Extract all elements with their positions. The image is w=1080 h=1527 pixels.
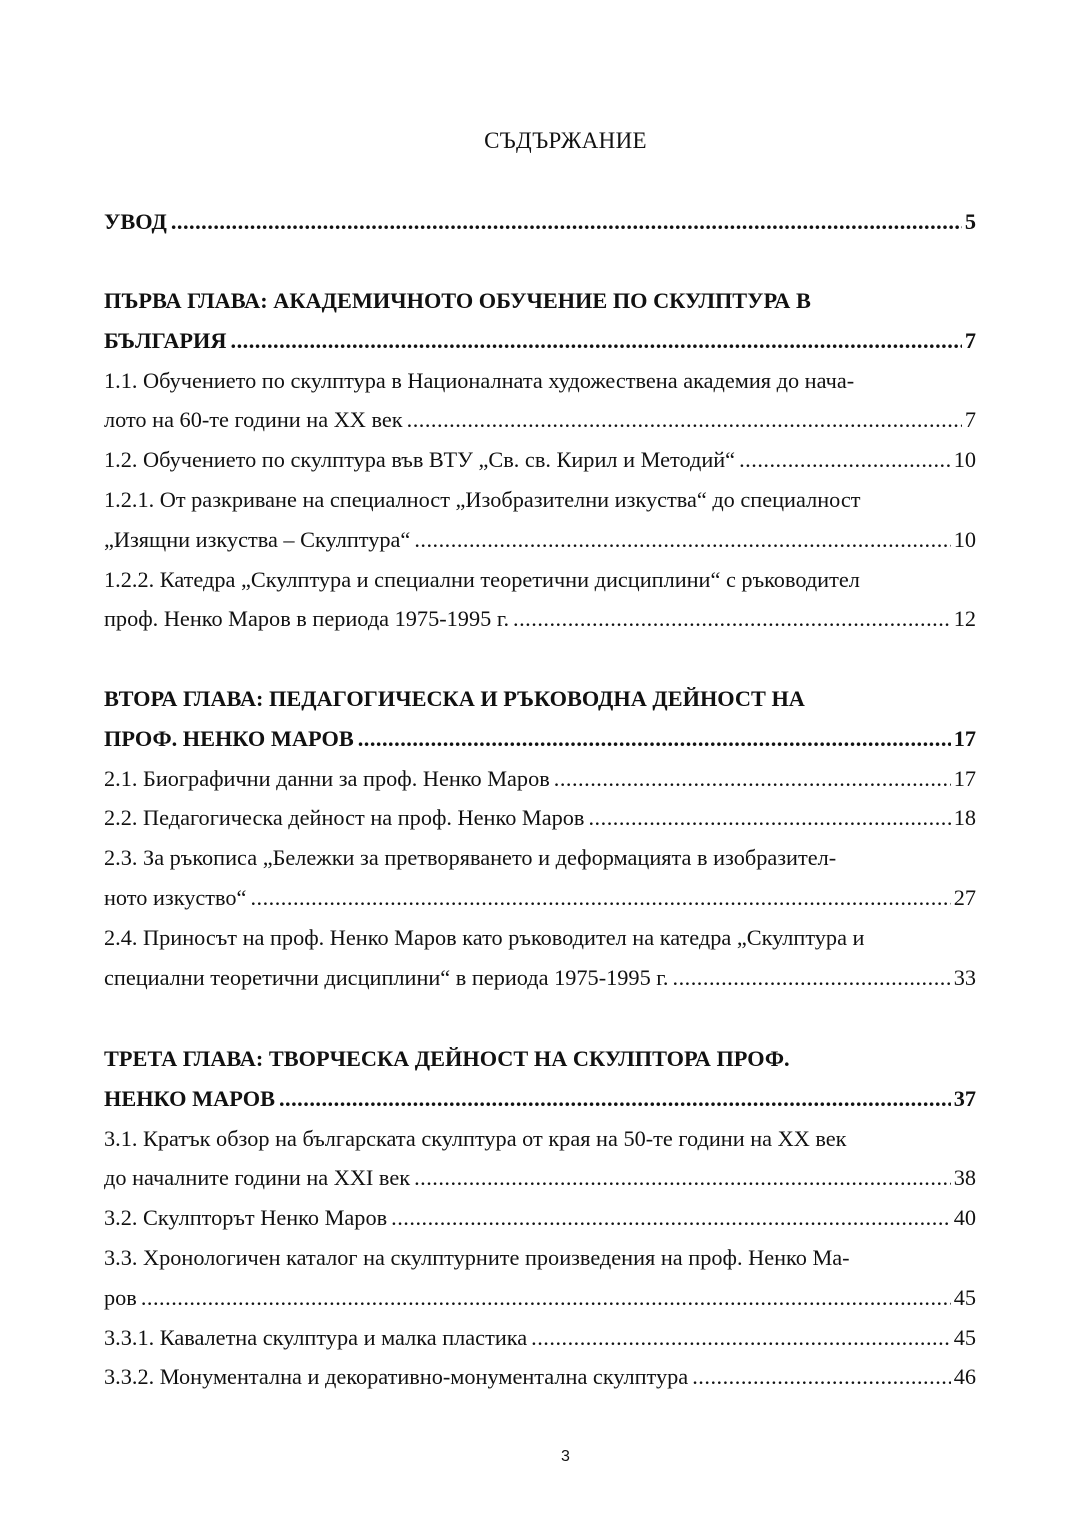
toc-entry-1-2-2-line-1[interactable]: 1.2.2. Катедра „Скулптура и специални теоретични дисциплини“ с ръководител: [104, 566, 860, 592]
toc-entry-2-3-line-2[interactable]: [104, 878, 976, 918]
entry-label: УВОД: [104, 209, 167, 234]
toc-entry-3-3-line-1[interactable]: 3.3. Хронологичен каталог на скулптурните произведения на проф. Ненко Ма-: [104, 1244, 850, 1270]
toc-entry-3-1-line-2[interactable]: [104, 1158, 976, 1198]
entry-page: 45: [953, 1284, 976, 1310]
toc-chapter-3: [104, 1039, 976, 1397]
page-number: 3: [561, 1448, 570, 1465]
toc-entry-1-2-1-line-1[interactable]: 1.2.1. От разкриване на специалност „Изобразителни изкуства“ до специалност: [104, 486, 861, 512]
dot-leader: [231, 321, 962, 361]
entry-page: 17: [953, 765, 976, 791]
dot-leader: [673, 958, 951, 998]
dot-leader: [407, 400, 962, 440]
chapter-3-heading-line-1[interactable]: ТРЕТА ГЛАВА: ТВОРЧЕСКА ДЕЙНОСТ НА СКУЛПТОРА ПРОФ.: [104, 1046, 790, 1071]
chapter-2-heading-line-2[interactable]: [104, 719, 976, 759]
chapter-1-heading-line-1[interactable]: ПЪРВА ГЛАВА: АКАДЕМИЧНОТО ОБУЧЕНИЕ ПО СКУЛПТУРА В: [104, 288, 811, 313]
dot-leader: [279, 1079, 951, 1119]
dot-leader: [554, 759, 951, 799]
entry-label: ПРОФ. НЕНКО МАРОВ: [104, 725, 354, 751]
dot-leader: [358, 719, 951, 759]
chapter-2-heading-line-1[interactable]: ВТОРА ГЛАВА: ПЕДАГОГИЧЕСКА И РЪКОВОДНА ДЕЙНОСТ НА: [104, 686, 805, 711]
dot-leader: [141, 1278, 951, 1318]
dot-leader: [531, 1318, 951, 1358]
toc-entry-2-4-line-2[interactable]: [104, 958, 976, 998]
entry-page: 12: [953, 606, 976, 632]
entry-page: 46: [953, 1364, 976, 1390]
entry-page: 10: [953, 526, 976, 552]
dot-leader: [739, 440, 951, 480]
toc-chapter-1: [104, 281, 976, 639]
entry-page: 7: [964, 407, 976, 433]
dot-leader: [513, 599, 951, 639]
entry-label: до началните години на XXI век: [104, 1165, 411, 1191]
toc-intro: [104, 202, 976, 242]
entry-page: 7: [964, 327, 976, 353]
toc-entry-1-1-line-1[interactable]: 1.1. Обучението по скулптура в Националната художествена академия до нача-: [104, 367, 855, 393]
entry-label: НЕНКО МАРОВ: [104, 1085, 275, 1111]
entry-label: БЪЛГАРИЯ: [104, 327, 227, 353]
toc-entry-1-1-line-2[interactable]: [104, 400, 976, 440]
toc-entry-1-2[interactable]: [104, 440, 976, 480]
toc-entry-2-4-line-1[interactable]: 2.4. Приносът на проф. Ненко Маров като ръководител на катедра „Скулптура и: [104, 924, 865, 950]
entry-label: „Изящни изкуства – Скулптура“: [104, 526, 411, 552]
entry-label: 1.2. Обучението по скулптура във ВТУ „Св. св. Кирил и Методий“: [104, 447, 736, 473]
toc-entry-3-1-line-1[interactable]: 3.1. Кратък обзор на българската скулптура от края на 50-те години на XX век: [104, 1125, 847, 1151]
entry-page: 45: [953, 1324, 976, 1350]
toc-entry-3-3-line-2[interactable]: [104, 1278, 976, 1318]
toc-entry-3-3-2[interactable]: [104, 1357, 976, 1397]
entry-page: 18: [953, 805, 976, 831]
toc-entry-intro[interactable]: [104, 202, 976, 242]
toc-entry-1-2-1-line-2[interactable]: [104, 520, 976, 560]
dot-leader: [692, 1357, 950, 1397]
entry-page: 37: [953, 1085, 976, 1111]
dot-leader: [588, 798, 950, 838]
entry-label: проф. Ненко Маров в периода 1975-1995 г.: [104, 606, 510, 632]
entry-label: ното изкуство“: [104, 884, 247, 910]
entry-label: лото на 60-те години на XX век: [104, 407, 403, 433]
entry-page: 27: [953, 884, 976, 910]
toc-chapter-2: [104, 679, 976, 997]
toc-title: СЪДЪРЖАНИЕ: [484, 128, 647, 153]
chapter-1-heading-line-2[interactable]: [104, 321, 976, 361]
entry-label: 2.2. Педагогическа дейност на проф. Ненко Маров: [104, 805, 585, 831]
dot-leader: [414, 520, 950, 560]
toc-entry-2-2[interactable]: [104, 798, 976, 838]
entry-label: 3.2. Скулпторът Ненко Маров: [104, 1205, 388, 1231]
entry-page: 40: [953, 1205, 976, 1231]
dot-leader: [414, 1158, 951, 1198]
toc-entry-2-1[interactable]: [104, 759, 976, 799]
dot-leader: [391, 1198, 951, 1238]
entry-page: 17: [953, 725, 976, 751]
dot-leader: [250, 878, 950, 918]
entry-label: 3.3.1. Кавалетна скулптура и малка пластика: [104, 1324, 528, 1350]
toc-entry-1-2-2-line-2[interactable]: [104, 599, 976, 639]
toc-entry-3-2[interactable]: [104, 1198, 976, 1238]
entry-page: 38: [953, 1165, 976, 1191]
toc-entry-3-3-1[interactable]: [104, 1318, 976, 1358]
entry-page: 5: [964, 209, 976, 234]
entry-page: 10: [953, 447, 976, 473]
chapter-3-heading-line-2[interactable]: [104, 1079, 976, 1119]
entry-label: ров: [104, 1284, 137, 1310]
entry-label: 3.3.2. Монументална и декоративно-монументална скулптура: [104, 1364, 689, 1390]
dot-leader: [171, 202, 962, 242]
toc-entry-2-3-line-1[interactable]: 2.3. За ръкописа „Бележки за претворяването и деформацията в изобразител-: [104, 845, 837, 871]
entry-page: 33: [953, 964, 976, 990]
entry-label: специални теоретични дисциплини“ в периода 1975-1995 г.: [104, 964, 669, 990]
entry-label: 2.1. Биографични данни за проф. Ненко Маров: [104, 765, 550, 791]
